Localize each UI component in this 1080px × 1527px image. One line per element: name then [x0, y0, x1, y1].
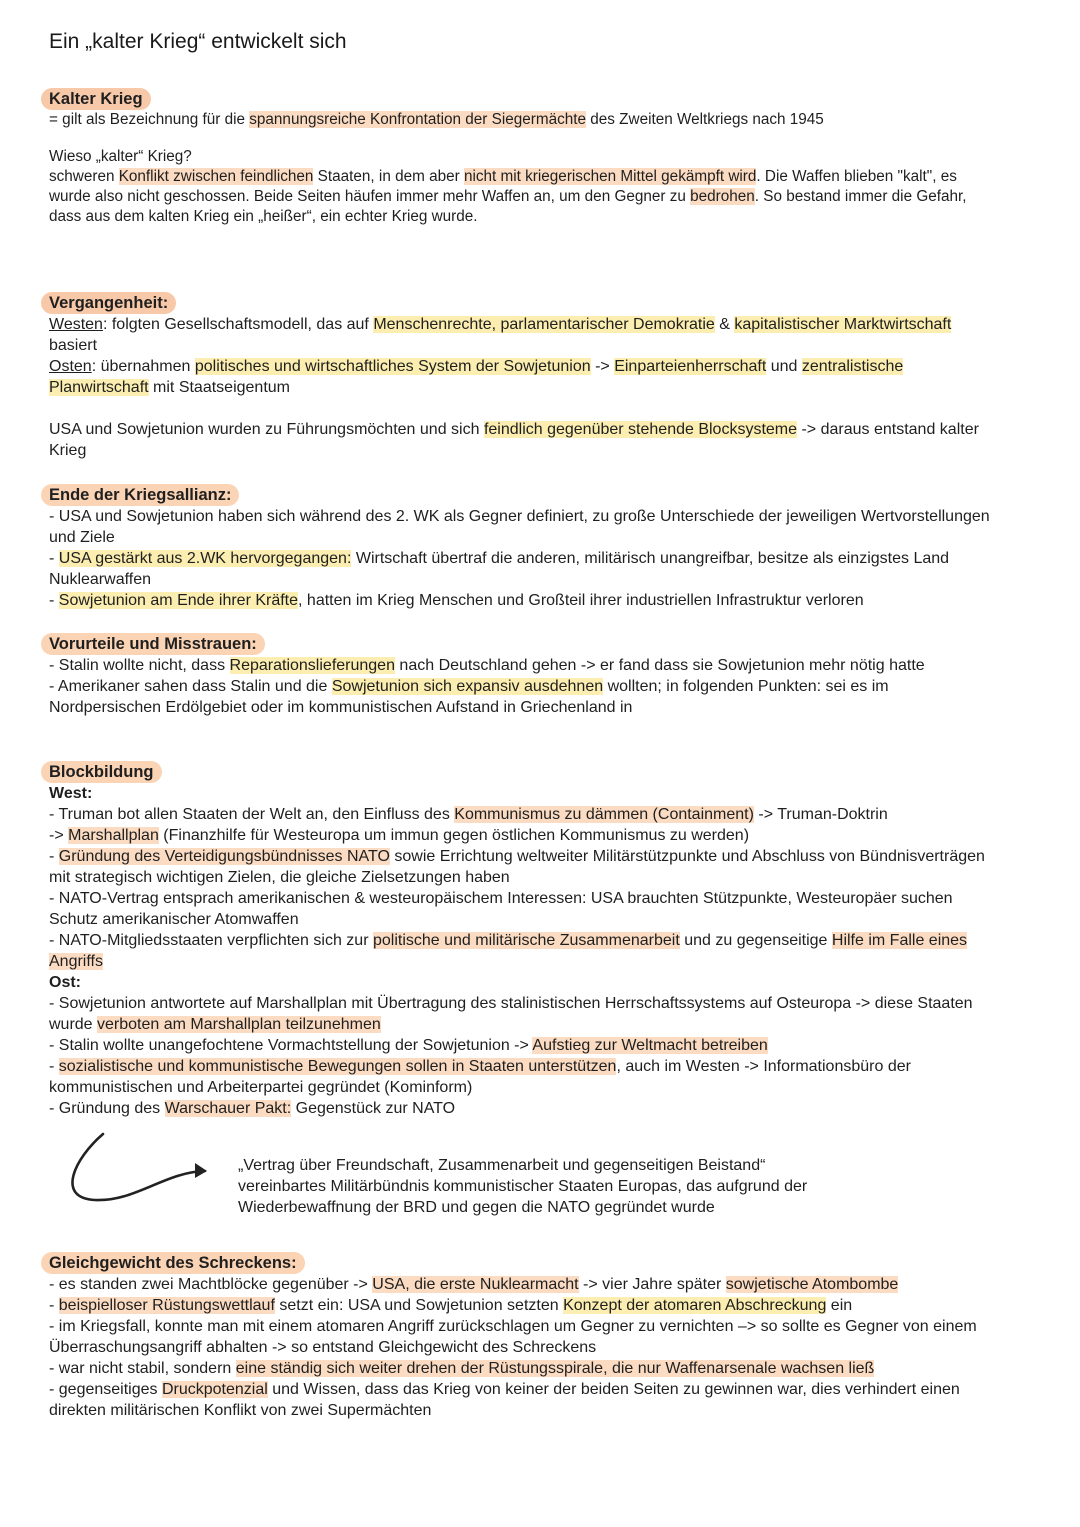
list-item: - Sowjetunion antwortete auf Marshallplan mit Übertragung des stalinistischen Herrschaftssystems auf Osteuropa -> diese Staaten wurde verboten am Marshallplan teilzunehmen	[49, 995, 973, 1033]
list-item: - im Kriegsfall, konnte man mit einem atomaren Angriff zurückschlagen um Gegner zu vernichten –> so sollte es Gegner von einem Überraschungsangriff abhalten -> so entstand Gleichgewicht des Schreckens	[49, 1318, 977, 1356]
subheading-ost: Ost:	[49, 974, 81, 991]
section-kalter-krieg	[49, 88, 1002, 227]
list-item: - USA und Sowjetunion haben sich während des 2. WK als Gegner definiert, zu große Unterschiede der jeweiligen Wertvorstellungen und Ziele	[49, 508, 990, 546]
list-item: - USA gestärkt aus 2.WK hervorgegangen: Wirtschaft übertraf die anderen, militärisch unangreifbar, besitze als einzigstes Land Nuklearwaffen	[49, 550, 950, 588]
section-heading: Vergangenheit:	[41, 292, 176, 314]
section-heading: Ende der Kriegsallianz:	[41, 484, 239, 506]
note-line: vereinbartes Militärbündnis kommunistischer Staaten Europas, das aufgrund der	[238, 1178, 808, 1195]
section-blockbildung	[49, 761, 1002, 1119]
list-item: - Stalin wollte unangefochtene Vormachtstellung der Sowjetunion -> Aufstieg zur Weltmacht betreiben	[49, 1037, 768, 1054]
page-title: Ein „kalter Krieg“ entwickelt sich	[49, 30, 347, 53]
section-heading: Kalter Krieg	[41, 88, 151, 110]
list-item: - Stalin wollte nicht, dass Reparationslieferungen nach Deutschland gehen -> er fand dass sie Sowjetunion mehr nötig hatte	[49, 657, 925, 674]
list-item: - gegenseitiges Druckpotenzial und Wissen, dass das Krieg von keiner der beiden Seiten zu gewinnen war, dies verhindert einen direkten militärischen Konflikt von zwei Supermächten	[49, 1381, 960, 1419]
question-line: Wieso „kalter“ Krieg?	[49, 148, 192, 165]
list-item: - war nicht stabil, sondern eine ständig sich weiter drehen der Rüstungsspirale, die nur Waffenarsenale wachsen ließ	[49, 1360, 875, 1377]
list-item: - beispielloser Rüstungswettlauf setzt ein: USA und Sowjetunion setzten Konzept der atomaren Abschreckung ein	[49, 1297, 853, 1314]
list-item: -> Marshallplan (Finanzhilfe für Westeuropa um immun gegen östlichen Kommunismus zu werden)	[49, 827, 750, 844]
section-vorurteile	[49, 633, 1002, 718]
section-heading: Gleichgewicht des Schreckens:	[41, 1252, 305, 1274]
list-item: - sozialistische und kommunistische Bewegungen sollen in Staaten unterstützen, auch im Westen -> Informationsbüro der kommunistischen und Arbeiterpartei gegründet (Kominform)	[49, 1058, 911, 1096]
list-item: - Gründung des Warschauer Pakt: Gegenstück zur NATO	[49, 1100, 456, 1117]
list-item: - Amerikaner sahen dass Stalin und die Sowjetunion sich expansiv ausdehnen wollten; in folgenden Punkten: sei es im Nordpersischen Erdölgebiet oder im kommunistischen Aufstand in Griechenland in	[49, 678, 889, 716]
subheading-west: West:	[49, 785, 93, 802]
explanation-paragraph: schweren Konflikt zwischen feindlichen Staaten, in dem aber nicht mit kriegerischen Mittel gekämpft wird. Die Waffen blieben "kalt", es wurde also nicht geschossen. Beide Seiten häufen immer mehr Waffen an, um den Gegner zu bedrohen. So bestand immer die Gefahr, dass aus dem kalten Krieg ein „heißer“, ein echter Krieg wurde.	[49, 168, 967, 225]
warsaw-pact-note	[238, 1155, 958, 1218]
list-item: - Gründung des Verteidigungsbündnisses NATO sowie Errichtung weltweiter Militärstützpunkte und Abschluss von Bündnisverträgen mit strategisch wichtigen Zielen, die gleiche Zielsetzungen haben	[49, 848, 985, 886]
list-item: - NATO-Vertrag entsprach amerikanischen & westeuropäischem Interessen: USA brauchten Stützpunkte, Westeuropäer suchen Schutz amerikanischer Atomwaffen	[49, 890, 953, 928]
list-item: - Sowjetunion am Ende ihrer Kräfte, hatten im Krieg Menschen und Großteil ihrer industriellen Infrastruktur verloren	[49, 592, 864, 609]
note-quote: „Vertrag über Freundschaft, Zusammenarbeit und gegenseitigen Beistand“	[238, 1157, 766, 1174]
definition-line: = gilt als Bezeichnung für die spannungsreiche Konfrontation der Siegermächte des Zweiten Weltkriegs nach 1945	[49, 111, 824, 128]
list-item: - NATO-Mitgliedsstaaten verpflichten sich zur politische und militärische Zusammenarbeit und zu gegenseitige Hilfe im Falle eines Angriffs	[49, 932, 968, 970]
list-item: - Truman bot allen Staaten der Welt an, den Einfluss des Kommunismus zu dämmen (Containment) -> Truman-Doktrin	[49, 806, 888, 823]
section-heading: Vorurteile und Misstrauen:	[41, 633, 265, 655]
westen-paragraph: Westen: folgten Gesellschaftsmodell, das auf Menschenrechte, parlamentarischer Demokratie & kapitalistischer Marktwirtschaft basiert	[49, 316, 952, 354]
osten-paragraph: Osten: übernahmen politisches und wirtschaftliches System der Sowjetunion -> Einparteienherrschaft und zentralistische Planwirtschaft mit Staatseigentum	[49, 358, 904, 396]
section-ende-kriegsallianz	[49, 484, 1002, 611]
section-heading: Blockbildung	[41, 761, 162, 783]
list-item: - es standen zwei Machtblöcke gegenüber -> USA, die erste Nuklearmacht -> vier Jahre später sowjetische Atombombe	[49, 1276, 899, 1293]
note-line: Wiederbewaffnung der BRD und gegen die NATO gegründet wurde	[238, 1199, 715, 1216]
curved-arrow-icon	[55, 1128, 215, 1208]
section-gleichgewicht	[49, 1252, 1002, 1421]
usa-sowjetunion-paragraph: USA und Sowjetunion wurden zu Führungsmöchten und sich feindlich gegenüber stehende Blocksysteme -> daraus entstand kalter Krieg	[49, 421, 979, 459]
section-vergangenheit	[49, 292, 1002, 461]
